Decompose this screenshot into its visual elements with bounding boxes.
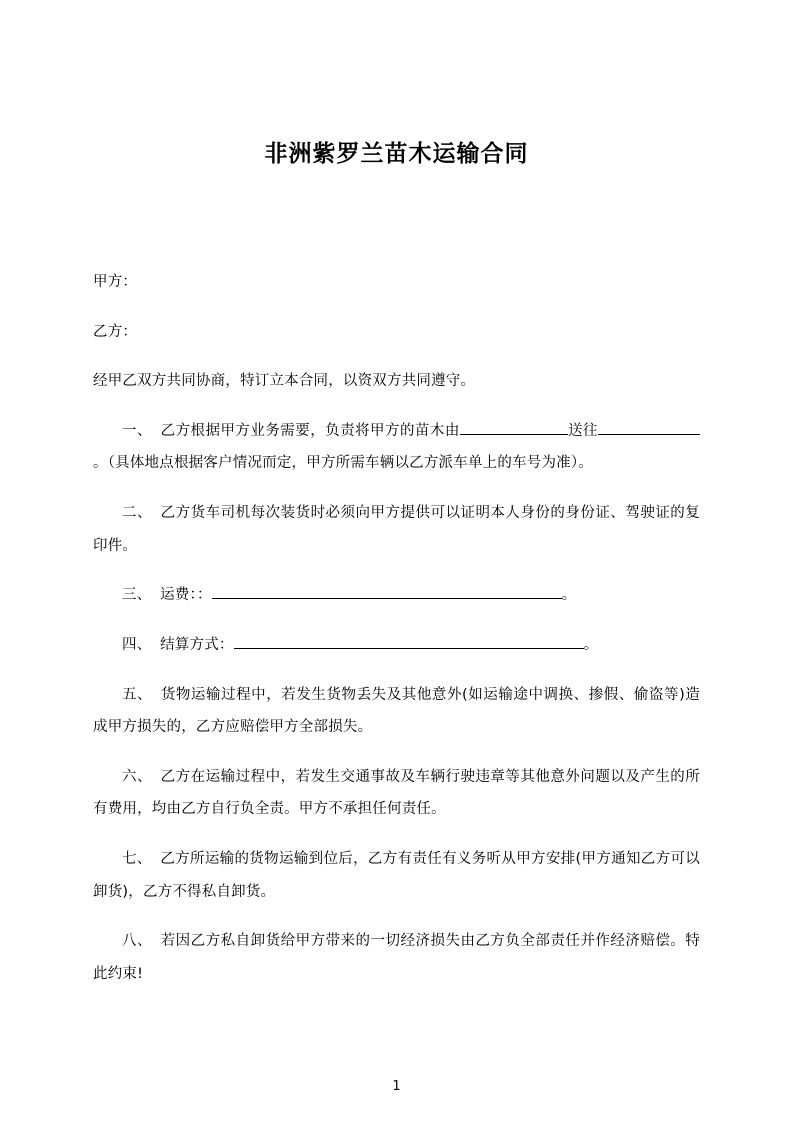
clause-1-text-b: 送往 (567, 422, 598, 439)
clause-1-blank-destination[interactable] (598, 434, 662, 435)
clause-8 (93, 925, 700, 990)
clause-4-suffix: 。 (583, 636, 599, 653)
clause-2-text: 乙方货车司机每次装货时必须向甲方提供可以证明本人身份的身份证、驾驶证的复印件。 (93, 505, 700, 554)
clause-4-text: 结算方式： (160, 636, 234, 653)
clause-1-blank-destination-cont[interactable] (662, 434, 700, 435)
clause-8-number: 八、 (122, 933, 152, 950)
clause-2-number: 二、 (122, 505, 152, 522)
clause-4-blank-settlement[interactable] (234, 648, 584, 649)
document-body (0, 266, 793, 991)
clause-3-number: 三、 (122, 587, 152, 604)
clause-1 (93, 415, 700, 480)
clause-4-number: 四、 (122, 636, 152, 653)
clause-1-number: 一、 (122, 422, 152, 439)
clause-5-number: 五、 (122, 686, 153, 703)
party-b-label: 乙方： (93, 323, 138, 340)
party-a-label: 甲方： (93, 273, 138, 290)
party-b-line (93, 316, 700, 349)
clause-6 (93, 761, 700, 826)
clause-5 (93, 679, 700, 744)
clause-7 (93, 843, 700, 908)
clause-8-text: 若因乙方私自卸货给甲方带来的一切经济损失由乙方负全部责任并作经济赔偿。特此约束! (93, 933, 700, 982)
page-number: 1 (392, 1079, 401, 1094)
clause-5-text: 货物运输过程中，若发生货物丢失及其他意外(如运输途中调换、掺假、偷盗等)造成甲方损失的，乙方应赔偿甲方全部损失。 (93, 686, 700, 736)
clause-6-text: 乙方在运输过程中，若发生交通事故及车辆行驶违章等其他意外问题以及产生的所有费用，均由乙方自行负全责。甲方不承担任何责任。 (93, 768, 700, 818)
preamble-paragraph: 经甲乙双方共同协商，特订立本合同，以资双方共同遵守。 (93, 373, 476, 390)
clause-3-text: 运费：： (160, 587, 212, 604)
clause-7-text: 乙方所运输的货物运输到位后，乙方有责任有义务听从甲方安排(甲方通知乙方可以卸货)，乙方不得私自卸货。 (93, 851, 700, 900)
clause-4 (93, 629, 700, 662)
page-title: 非洲紫罗兰苗木运输合同 (264, 141, 529, 167)
clause-1-blank-origin[interactable] (460, 434, 568, 435)
clause-6-number: 六、 (122, 768, 152, 785)
clause-3-blank-freight[interactable] (212, 598, 562, 599)
clause-3 (93, 579, 700, 612)
clause-1-text-a: 乙方根据甲方业务需要，负责将甲方的苗木由 (160, 422, 460, 439)
clause-7-number: 七、 (122, 851, 152, 868)
clause-2 (93, 497, 700, 562)
clause-3-suffix: 。 (561, 587, 577, 604)
clause-1-text-c: 。（具体地点根据客户情况而定，甲方所需车辆以乙方派车单上的车号为准）。 (93, 455, 593, 472)
party-a-line (93, 266, 700, 299)
